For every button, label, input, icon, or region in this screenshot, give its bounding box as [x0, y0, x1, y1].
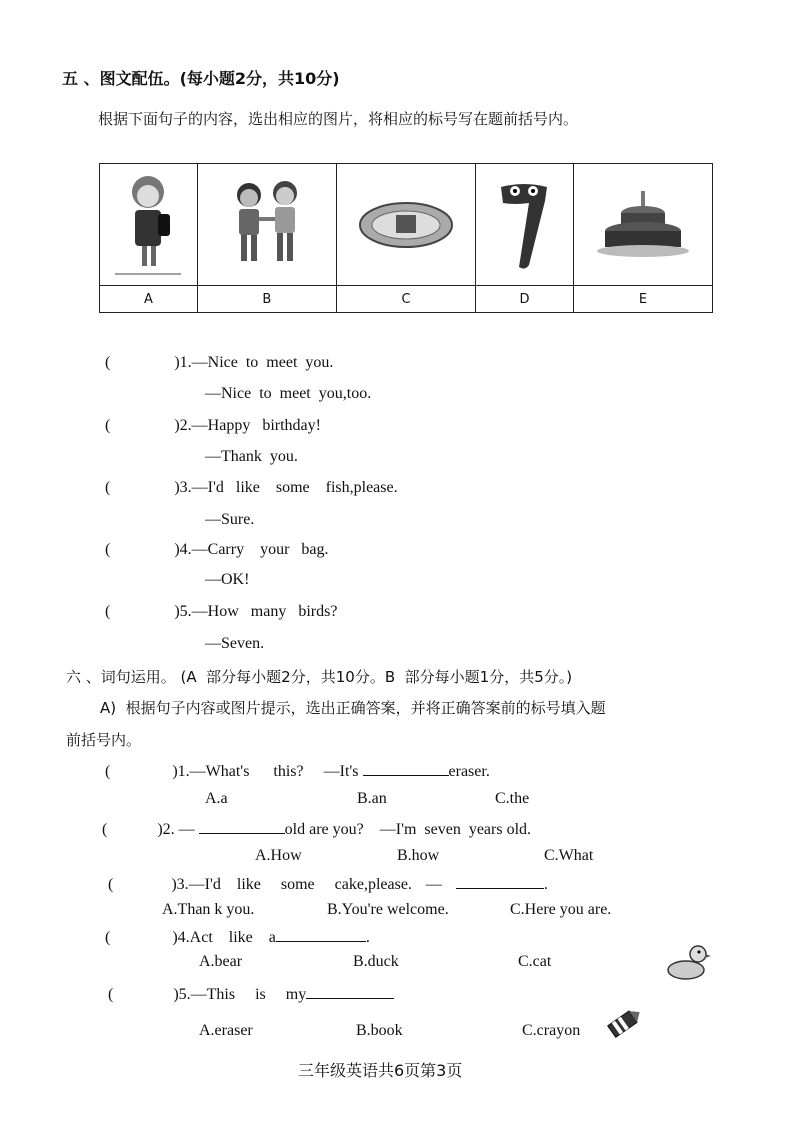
page-footer: 三年级英语共6页第3页 [298, 1061, 463, 1080]
picture-label-c: C [336, 286, 475, 313]
number-seven-icon [489, 175, 559, 275]
fill-blank[interactable] [276, 927, 366, 942]
section-6-instruction-2: 前括号内。 [66, 731, 142, 749]
section-5-title: 五 、图文配伍。(每小题2分，共10分) [62, 69, 340, 88]
answer-bracket[interactable]: ( [105, 417, 111, 434]
s5-item-1-reply: —Nice to meet you,too. [205, 385, 372, 402]
answer-bracket[interactable]: ( [108, 986, 114, 1003]
fill-blank[interactable] [363, 761, 449, 776]
section-5-instruction: 根据下面句子的内容，选出相应的图片，将相应的标号写在题前括号内。 [98, 110, 579, 128]
s6-q2-option-a[interactable]: A.How [255, 847, 302, 864]
s6-q2-option-c[interactable]: C.What [544, 847, 594, 864]
s5-item-5: ( )5.—How many birds? [105, 603, 338, 620]
s5-item-5-reply: —Seven. [205, 635, 265, 652]
picture-label-a: A [100, 286, 198, 313]
s5-item-4-reply: —OK! [205, 571, 250, 588]
answer-bracket[interactable]: ( [102, 821, 108, 838]
picture-label-d: D [476, 286, 574, 313]
s5-item-4: ( )4.—Carry your bag. [105, 541, 329, 558]
answer-bracket[interactable]: ( [105, 479, 111, 496]
picture-c [336, 164, 475, 286]
s6-q4-option-b[interactable]: B.duck [353, 953, 399, 970]
s5-item-1: ( )1.—Nice to meet you. [105, 354, 334, 371]
fill-blank[interactable] [306, 984, 394, 999]
s6-q1-option-c[interactable]: C.the [495, 790, 530, 807]
s6-q1-option-b[interactable]: B.an [357, 790, 387, 807]
s6-q4-option-a[interactable]: A.bear [199, 953, 243, 970]
crayon-icon [603, 1005, 645, 1041]
s6-q1-option-a[interactable]: A.a [205, 790, 228, 807]
s5-item-3-reply: —Sure. [205, 511, 255, 528]
picture-label-e: E [573, 286, 712, 313]
s6-question-2: ( )2. — old are you? —I'm seven years old. [102, 821, 532, 838]
fill-blank[interactable] [199, 819, 285, 834]
picture-d [476, 164, 574, 286]
answer-bracket[interactable]: ( [105, 541, 111, 558]
answer-bracket[interactable]: ( [105, 763, 111, 780]
picture-e [573, 164, 712, 286]
s6-question-4: ( )4.Act like a . [105, 929, 370, 946]
section-6-instruction-1: A) 根据句子内容或图片提示，选出正确答案，并将正确答案前的标号填入题 [100, 699, 606, 717]
s6-question-3: ( )3.—I'd like some cake,please. — . [108, 876, 548, 893]
s6-q5-option-a[interactable]: A.eraser [199, 1022, 253, 1039]
s6-q3-option-c[interactable]: C.Here you are. [510, 901, 612, 918]
s6-question-5: ( )5.—This is my [108, 984, 394, 1004]
duck-icon [664, 942, 712, 982]
picture-label-b: B [197, 286, 336, 313]
s6-q3-option-b[interactable]: B.You're welcome. [327, 901, 449, 918]
section-6-title: 六 、词句运用。 (A 部分每小题2分，共10分。B 部分每小题1分，共5分。) [66, 668, 573, 686]
fill-blank[interactable] [456, 874, 544, 889]
s6-q2-option-b[interactable]: B.how [397, 847, 440, 864]
answer-bracket[interactable]: ( [105, 603, 111, 620]
birthday-cake-icon [593, 185, 693, 265]
answer-bracket[interactable]: ( [105, 929, 111, 946]
girl-with-bag-icon [113, 170, 183, 280]
picture-a [100, 164, 198, 286]
picture-table [99, 163, 713, 313]
s5-item-3: ( )3.—I'd like some fish,please. [105, 479, 398, 496]
s6-question-1: ( )1.—What's this? —It's eraser. [105, 763, 490, 780]
answer-bracket[interactable]: ( [108, 876, 114, 893]
s6-q3-option-a[interactable]: A.Than k you. [162, 901, 255, 918]
picture-b [197, 164, 336, 286]
s6-q4-option-c[interactable]: C.cat [518, 953, 552, 970]
fish-dish-icon [356, 195, 456, 255]
s6-q5-option-c[interactable]: C.crayon [522, 1022, 581, 1039]
two-boys-shaking-hands-icon [217, 175, 317, 275]
answer-bracket[interactable]: ( [105, 354, 111, 371]
s5-item-2: ( )2.—Happy birthday! [105, 417, 321, 434]
s6-q5-option-b[interactable]: B.book [356, 1022, 403, 1039]
s5-item-2-reply: —Thank you. [205, 448, 298, 465]
